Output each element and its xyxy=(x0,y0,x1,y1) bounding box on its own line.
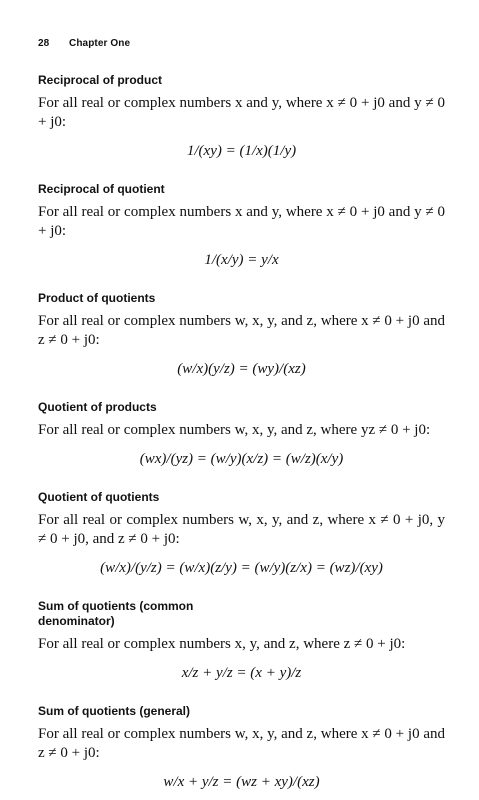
section-heading: Quotient of products xyxy=(38,400,157,414)
equation: 1/(x/y) = y/x xyxy=(204,252,279,268)
equation: (w/x)(y/z) = (wy)/(xz) xyxy=(177,361,306,377)
section-text: For all real or complex numbers w, x, y, and z, where x ≠ 0 + j0 and z ≠ 0 + j0: xyxy=(38,313,445,348)
equation: (wx)/(yz) = (w/y)(x/z) = (w/z)(x/y) xyxy=(139,451,344,467)
equation: x/z + y/z = (x + y)/z xyxy=(181,665,302,681)
section-heading: Quotient of quotients xyxy=(38,490,160,504)
page-number: 28 xyxy=(38,38,50,49)
section-heading: Sum of quotients (general) xyxy=(38,704,191,718)
section-product-of-quotients xyxy=(38,291,445,379)
section-text: For all real or complex numbers x and y, where x ≠ 0 + j0 and y ≠ 0 + j0: xyxy=(38,95,445,130)
running-head xyxy=(38,38,445,52)
section-heading: Reciprocal of product xyxy=(38,73,163,87)
section-text: For all real or complex numbers w, x, y, and z, where x ≠ 0 + j0 and z ≠ 0 + j0: xyxy=(38,726,445,761)
section-text: For all real or complex numbers w, x, y, and z, where x ≠ 0 + j0, y ≠ 0 + j0, and z ≠ 0 + j0: xyxy=(38,512,445,547)
section-sum-of-quotients-general xyxy=(38,704,445,792)
section-heading: Reciprocal of quotient xyxy=(38,182,165,196)
section-reciprocal-of-product xyxy=(38,73,445,161)
section-reciprocal-of-quotient xyxy=(38,182,445,270)
equation: 1/(xy) = (1/x)(1/y) xyxy=(186,143,297,159)
section-quotient-of-quotients xyxy=(38,490,445,578)
section-text: For all real or complex numbers w, x, y, and z, where yz ≠ 0 + j0: xyxy=(38,422,431,438)
equation: (w/x)/(y/z) = (w/x)(z/y) = (w/y)(z/x) = (wz)/(xy) xyxy=(100,560,383,576)
section-heading: Product of quotients xyxy=(38,291,156,305)
document-page xyxy=(38,38,445,792)
section-sum-of-quotients-common xyxy=(38,599,445,683)
section-quotient-of-products xyxy=(38,400,445,469)
chapter-title: Chapter One xyxy=(69,38,131,49)
section-heading: Sum of quotients (common denominator) xyxy=(38,599,194,628)
section-text: For all real or complex numbers x and y, where x ≠ 0 + j0 and y ≠ 0 + j0: xyxy=(38,204,445,239)
equation: w/x + y/z = (wz + xy)/(xz) xyxy=(163,774,320,790)
section-text: For all real or complex numbers x, y, and z, where z ≠ 0 + j0: xyxy=(38,636,406,652)
